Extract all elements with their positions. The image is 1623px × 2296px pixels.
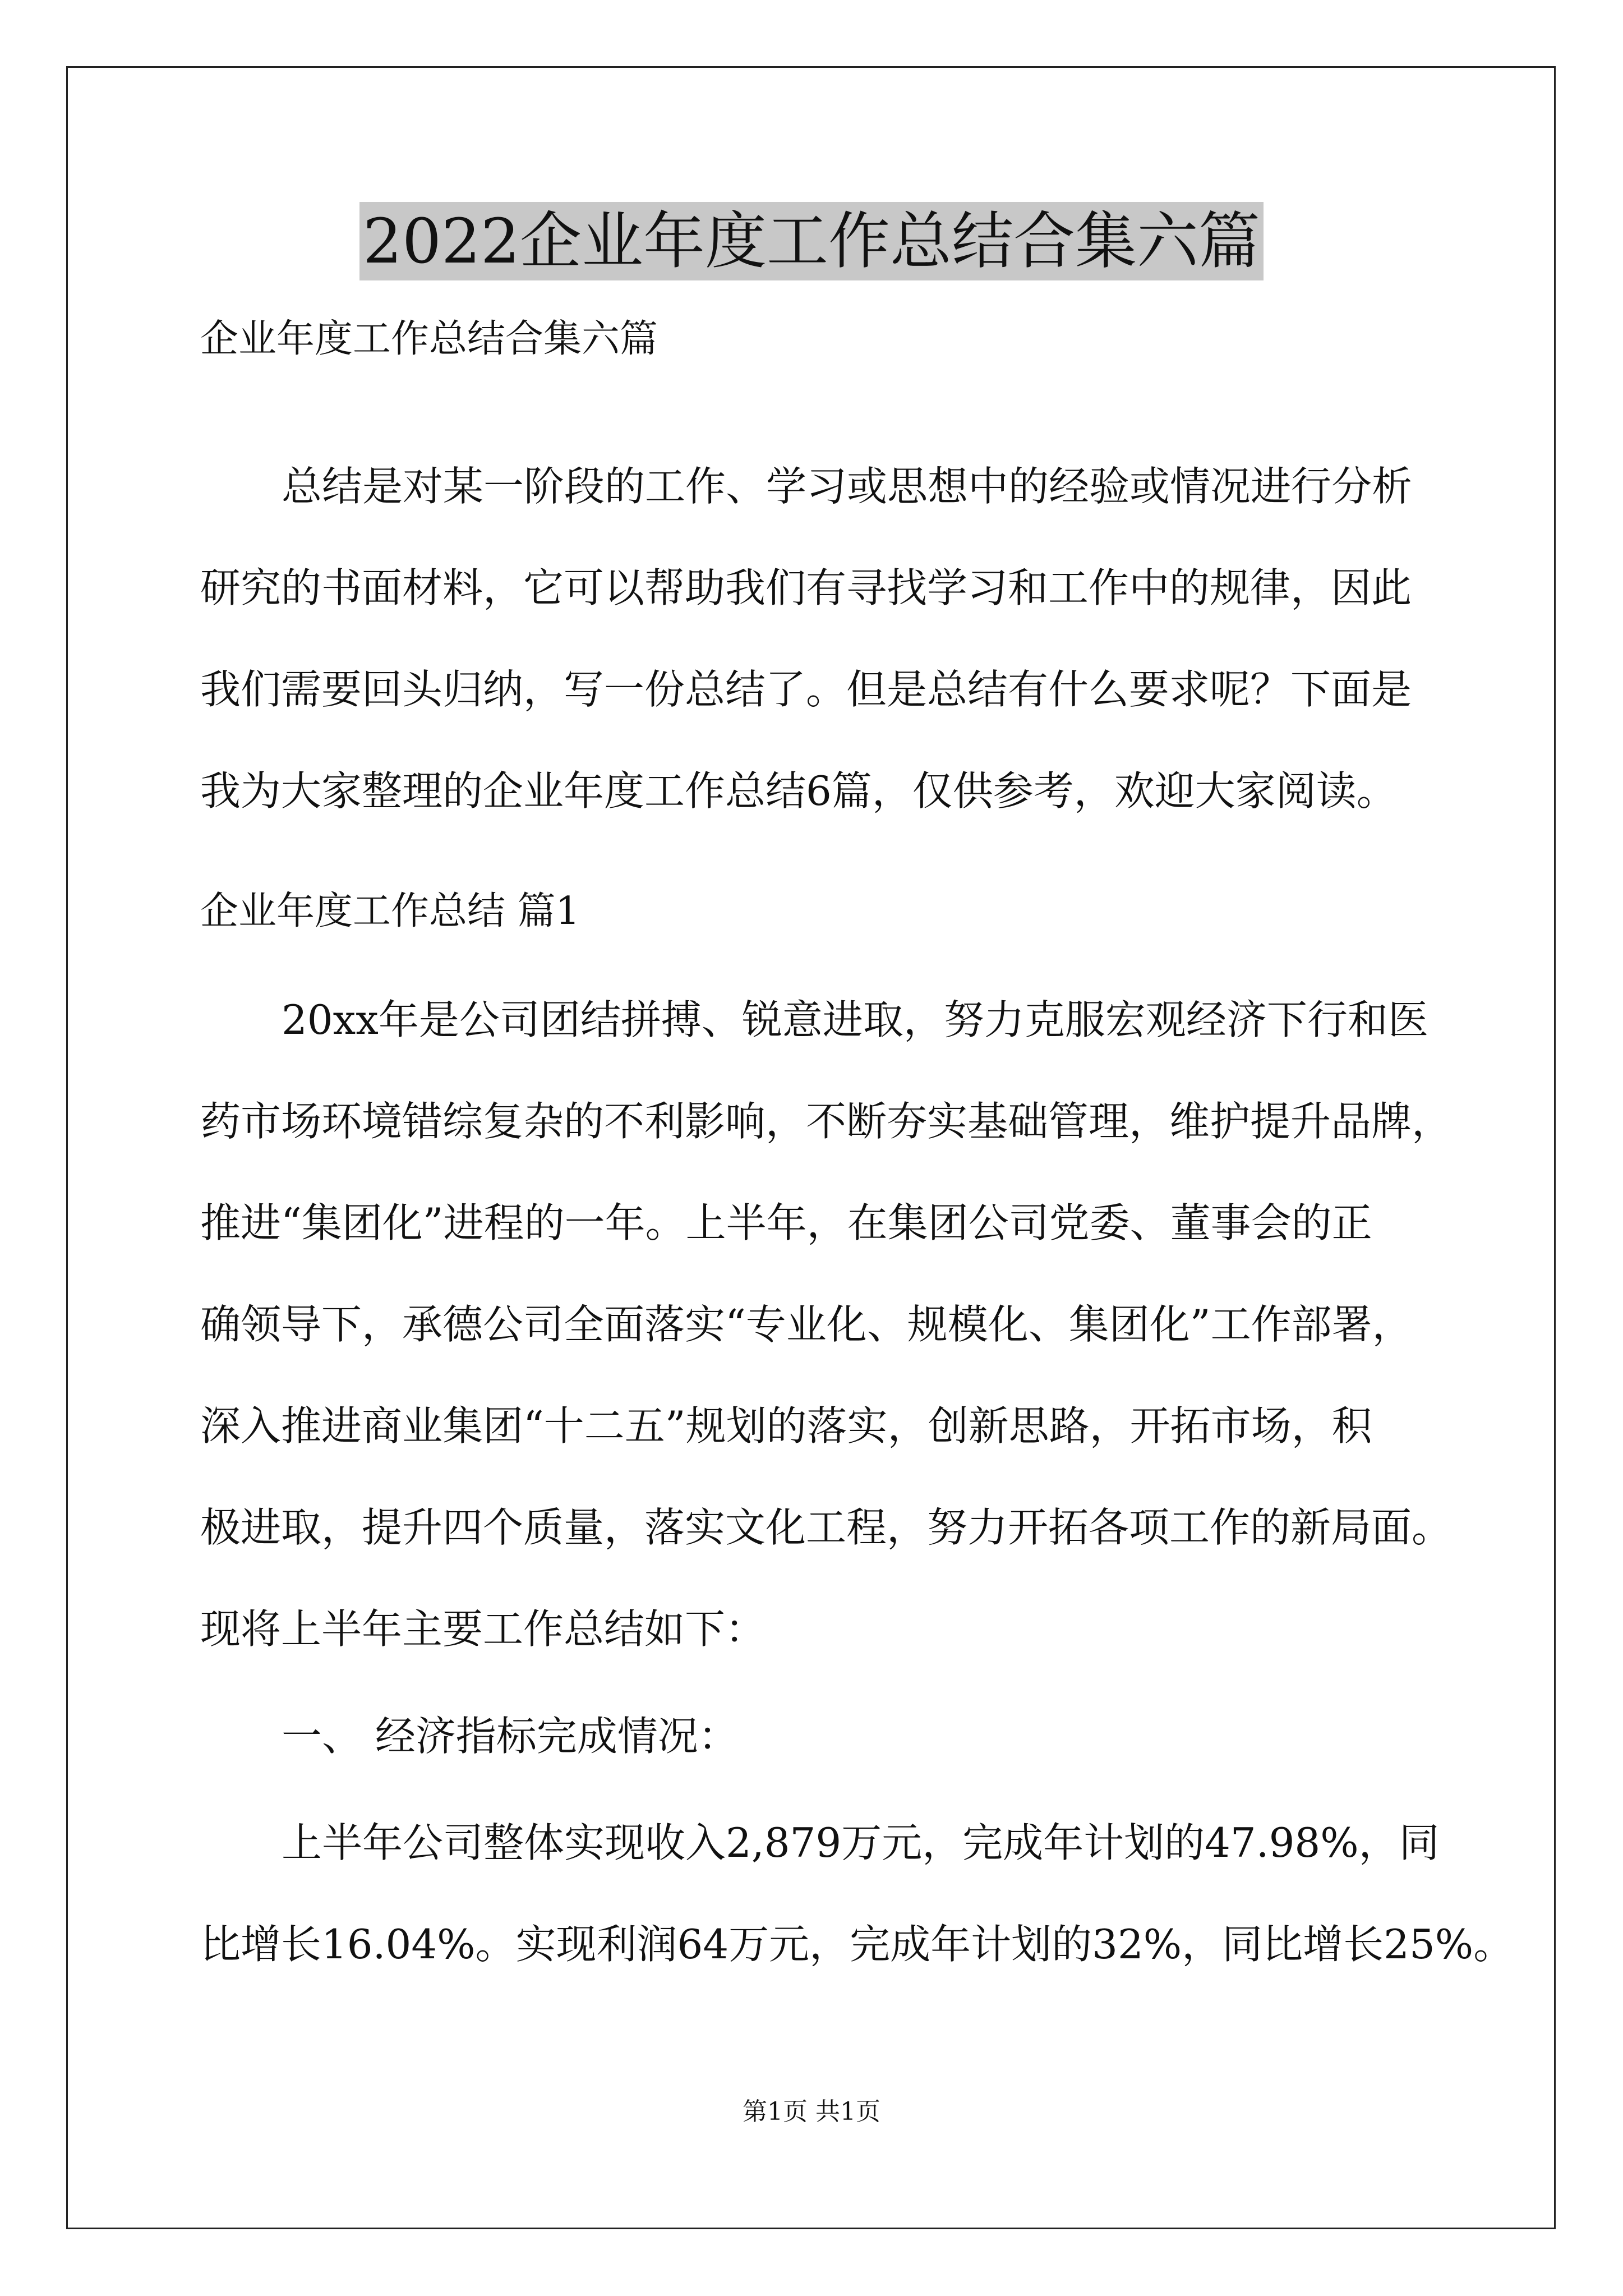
page-border [66, 66, 1556, 2229]
body-line-3: 推进“集团化”进程的一年。上半年，在集团公司党委、董事会的正 [200, 1199, 1372, 1246]
body-line-6: 极进取，提升四个质量，落实文化工程，努力开拓各项工作的新局面。 [200, 1504, 1453, 1551]
body-line-5: 深入推进商业集团“十二五”规划的落实，创新思路，开拓市场，积 [200, 1402, 1372, 1450]
document-subtitle: 企业年度工作总结合集六篇 [200, 317, 658, 361]
subheading-economic-indicators: 一、 经济指标完成情况： [282, 1713, 739, 1760]
title-block [0, 202, 1623, 280]
metrics-line-2: 比增长16.04%。实现利润64万元，完成年计划的32%，同比增长25%。 [200, 1921, 1514, 1968]
body-line-1: 20xx年是公司团结拼搏、锐意进取，努力克服宏观经济下行和医 [282, 996, 1428, 1043]
body-line-7: 现将上半年主要工作总结如下： [200, 1605, 766, 1653]
intro-line-1: 总结是对某一阶段的工作、学习或思想中的经验或情况进行分析 [282, 463, 1413, 510]
page-footer: 第1页 共1页 [743, 2097, 880, 2126]
section-heading: 企业年度工作总结 篇1 [200, 889, 580, 933]
intro-line-3: 我们需要回头归纳，写一份总结了。但是总结有什么要求呢？下面是 [200, 666, 1412, 713]
intro-line-2: 研究的书面材料，它可以帮助我们有寻找学习和工作中的规律，因此 [200, 564, 1412, 611]
body-line-4: 确领导下，承德公司全面落实“专业化、规模化、集团化”工作部署， [200, 1301, 1413, 1348]
intro-line-4: 我为大家整理的企业年度工作总结6篇，仅供参考，欢迎大家阅读。 [200, 767, 1397, 815]
metrics-line-1: 上半年公司整体实现收入2,879万元，完成年计划的47.98%，同 [282, 1819, 1440, 1866]
body-line-2: 药市场环境错综复杂的不利影响，不断夯实基础管理，维护提升品牌， [200, 1098, 1453, 1145]
document-title: 2022企业年度工作总结合集六篇 [359, 202, 1264, 280]
